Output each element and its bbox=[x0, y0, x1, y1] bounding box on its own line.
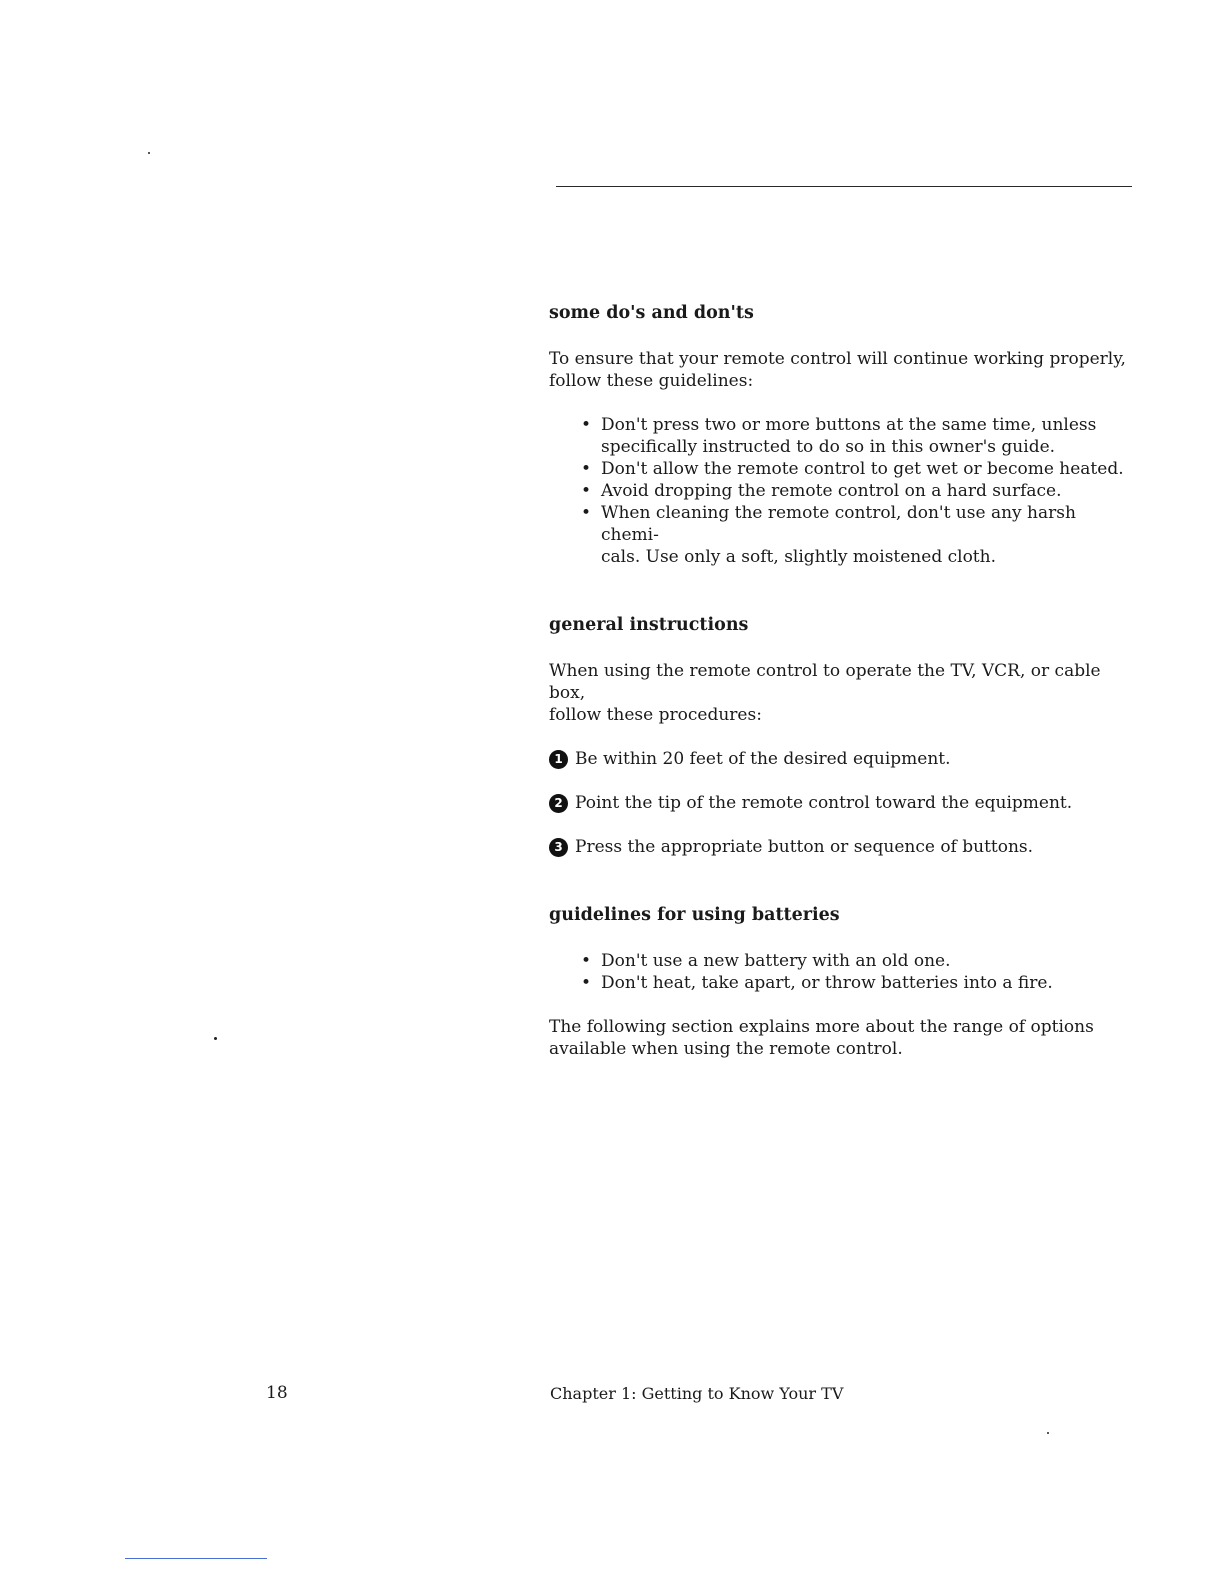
step-number-1-icon: 1 bbox=[549, 750, 568, 769]
list-item-text: specifically instructed to do so in this owner's guide. bbox=[601, 437, 1056, 457]
bullet-icon: • bbox=[580, 459, 592, 479]
page-content bbox=[549, 300, 1139, 1082]
bullet-icon: • bbox=[580, 973, 592, 993]
section-heading-batteries: guidelines for using batteries bbox=[549, 905, 840, 925]
scan-speck bbox=[148, 152, 150, 154]
list-item bbox=[577, 950, 1139, 972]
header-rule bbox=[556, 186, 1132, 187]
batteries-list bbox=[577, 950, 1139, 994]
step-2 bbox=[549, 792, 1139, 814]
bullet-icon: • bbox=[580, 503, 592, 523]
list-item-text: When cleaning the remote control, don't use any harsh chemi- bbox=[601, 503, 1076, 545]
step-number-3-icon: 3 bbox=[549, 838, 568, 857]
list-item bbox=[577, 414, 1139, 458]
step-text: Press the appropriate button or sequence of buttons. bbox=[575, 837, 1034, 857]
bottom-rule bbox=[125, 1558, 267, 1559]
dos-intro-line-1: To ensure that your remote control will continue working properly, bbox=[549, 349, 1126, 369]
bullet-icon: • bbox=[580, 951, 592, 971]
scan-speck bbox=[214, 1037, 217, 1040]
spacer bbox=[549, 590, 1139, 612]
list-item-text: Don't heat, take apart, or throw batteries into a fire. bbox=[601, 973, 1053, 993]
general-intro bbox=[549, 660, 1139, 726]
list-item bbox=[577, 458, 1139, 480]
list-item-text: Avoid dropping the remote control on a hard surface. bbox=[601, 481, 1062, 501]
list-item bbox=[577, 480, 1139, 502]
list-item-text: Don't allow the remote control to get wet or become heated. bbox=[601, 459, 1124, 479]
section-heading-dos: some do's and don'ts bbox=[549, 303, 754, 323]
bullet-icon: • bbox=[580, 481, 592, 501]
step-number-2-icon: 2 bbox=[549, 794, 568, 813]
closing-line-2: available when using the remote control. bbox=[549, 1039, 903, 1059]
step-1 bbox=[549, 748, 1139, 770]
footer-chapter-title: Chapter 1: Getting to Know Your TV bbox=[550, 1384, 844, 1403]
section-heading-general: general instructions bbox=[549, 615, 749, 635]
list-item bbox=[577, 972, 1139, 994]
bullet-icon: • bbox=[580, 415, 592, 435]
spacer bbox=[549, 880, 1139, 902]
general-intro-line-1: When using the remote control to operate the TV, VCR, or cable box, bbox=[549, 661, 1101, 703]
list-item-text: cals. Use only a soft, slightly moistened cloth. bbox=[601, 547, 996, 567]
step-text: Be within 20 feet of the desired equipment. bbox=[575, 749, 951, 769]
list-item-text: Don't press two or more buttons at the same time, unless bbox=[601, 415, 1097, 435]
list-item-text: Don't use a new battery with an old one. bbox=[601, 951, 951, 971]
dos-intro-line-2: follow these guidelines: bbox=[549, 371, 754, 391]
step-text: Point the tip of the remote control toward the equipment. bbox=[575, 793, 1073, 813]
page-number: 18 bbox=[266, 1383, 288, 1403]
dos-list bbox=[577, 414, 1139, 568]
scan-speck bbox=[1047, 1432, 1049, 1434]
general-intro-line-2: follow these procedures: bbox=[549, 705, 762, 725]
closing-line-1: The following section explains more about the range of options bbox=[549, 1017, 1094, 1037]
step-3 bbox=[549, 836, 1139, 858]
closing-paragraph bbox=[549, 1016, 1139, 1060]
dos-intro bbox=[549, 348, 1139, 392]
list-item bbox=[577, 502, 1139, 568]
